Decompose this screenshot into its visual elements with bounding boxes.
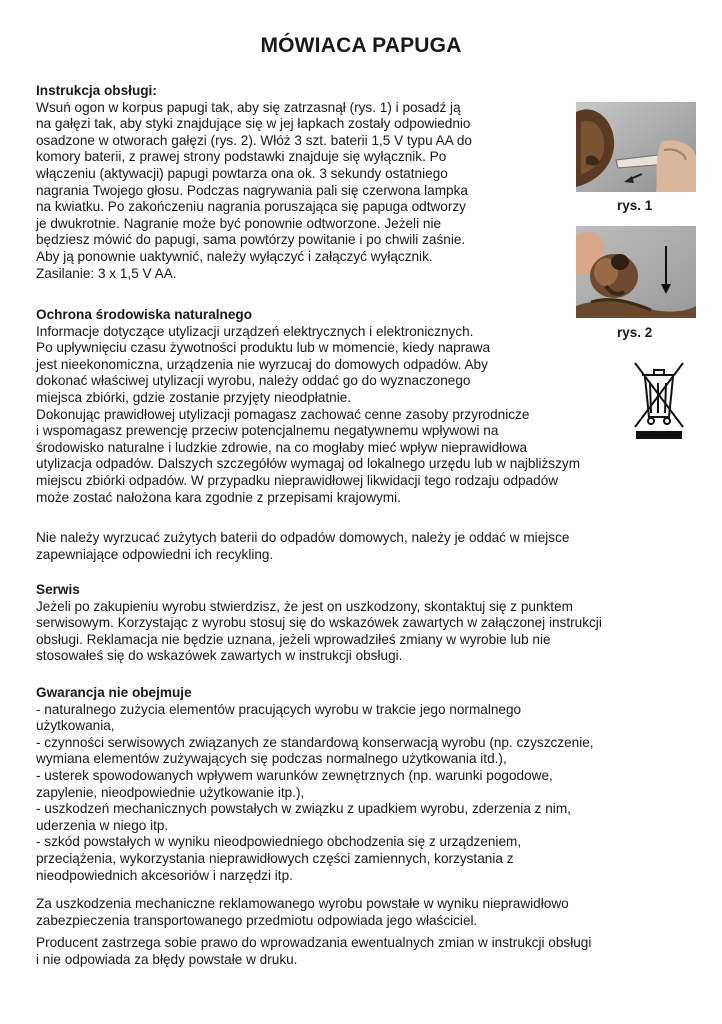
weee-symbol	[630, 355, 688, 441]
transport-body	[36, 896, 569, 929]
text-line: osadzone w otworach gałęzi (rys. 2). Włóż 3 szt. baterii 1,5 V typu AA do	[36, 132, 472, 148]
text-line: - naturalnego zużycia elementów pracujących wyrobu w trakcie jego normalnego	[36, 701, 522, 717]
batteries-body	[36, 530, 569, 563]
text-line: - usterek spowodowanych wpływem warunków zewnętrznych (np. warunki pogodowe,	[36, 767, 553, 783]
environment-section	[36, 307, 580, 506]
figure-2-photo	[576, 226, 696, 318]
text-line: zapewniające odpowiedni ich recykling.	[36, 546, 274, 562]
environment-heading: Ochrona środowiska naturalnego	[36, 307, 253, 322]
text-line: i wspomagasz prewencję przeciw potencjalnemu negatywnemu wpływowi na	[36, 423, 499, 439]
text-line: Po upływnięciu czasu żywotności produktu lub w momencie, kiedy naprawa	[36, 340, 491, 356]
text-line: Producent zastrzega sobie prawo do wprowadzania ewentualnych zmian w instrukcji obsługi	[36, 935, 592, 950]
figure-2-caption: rys. 2	[617, 325, 653, 340]
text-line: serwisowym. Korzystając z wyrobu stosuj się do wskazówek zawartych w załączonej instrukcji	[36, 615, 602, 631]
service-heading: Serwis	[36, 582, 80, 597]
warranty-heading: Gwarancja nie obejmuje	[36, 685, 192, 700]
instructions-body	[36, 100, 472, 283]
text-line: Wsuń ogon w korpus papugi tak, aby się zatrzasnął (rys. 1) i posadź ją	[36, 99, 461, 115]
text-line: może zostać nałożona kara zgodnie z przepisami krajowymi.	[36, 489, 401, 505]
text-line: nagrania Twojego głosu. Podczas nagrywania pali się czerwona lampka	[36, 182, 468, 198]
text-line: będziesz mówić do papugi, sama powtórzy powitanie i po chwili zaśnie.	[36, 232, 466, 248]
parrot-tail-photo-icon	[576, 102, 696, 192]
parrot-branch-photo-icon	[576, 226, 696, 318]
text-line: zapylenie, nieodpowiednie użytkowanie itp.),	[36, 784, 305, 800]
text-line: użytkowania,	[36, 718, 115, 734]
text-line: włączeniu (aktywacji) papugi powtarza ona ok. 3 sekundy ostatniego	[36, 165, 448, 181]
text-line: Dokonując prawidłowej utylizacji pomagasz zachować cenne zasoby przyrodnicze	[36, 406, 530, 422]
text-line: utylizacja odpadów. Dalszych szczegółów wymagaj od lokalnego urzędu lub w najbliższym	[36, 456, 581, 472]
transport-section	[36, 896, 569, 929]
service-body	[36, 599, 602, 665]
batteries-section	[36, 530, 569, 563]
disclaimer-body	[36, 935, 591, 968]
text-line: dokonać właściwej utylizacji wyrobu, należy oddać go do wyznaczonego	[36, 373, 471, 389]
figure-1-photo	[576, 102, 696, 192]
text-line: środowisko naturalne i ludzkie zdrowie, na co mogłaby mieć wpływ nieprawidłowa	[36, 439, 528, 455]
text-line: Jeżeli po zakupieniu wyrobu stwierdzisz, że jest on uszkodzony, skontaktuj się z punktem	[36, 598, 573, 614]
instructions-heading: Instrukcja obsługi:	[36, 83, 157, 98]
text-line: - czynności serwisowych związanych ze standardową konserwacją wyrobu (np. czyszczenie,	[36, 734, 594, 750]
text-line: stosowałeś się do wskazówek zawartych w instrukcji obsługi.	[36, 648, 403, 664]
page-title: MÓWIACA PAPUGA	[260, 34, 462, 57]
text-line: na gałęzi tak, aby styki znajdujące się w jej łapkach zostały odpowiednio	[36, 116, 471, 132]
text-line: Aby ją ponownie uaktywnić, należy wyłączyć i załączyć wyłącznik.	[36, 248, 433, 264]
service-section	[36, 582, 602, 665]
text-line: - szkód powstałych w wyniku nieodpowiedniego obchodzenia się z urządzeniem,	[36, 834, 522, 850]
text-line: komory baterii, z prawej strony podstawki znajduje się wyłącznik. Po	[36, 149, 447, 165]
text-line: miejscu zbiórki odpadów. W przypadku nieprawidłowej likwidacji tego rodzaju odpadów	[36, 472, 559, 488]
text-line: Informacje dotyczące utylizacji urządzeń elektrycznych i elektronicznych.	[36, 323, 474, 339]
text-line: na kwiatku. Po zakończeniu nagrania poruszająca się papuga odtworzy	[36, 199, 466, 215]
text-line: zabezpieczenia transportowanego przedmiotu odpowiada jego właściciel.	[36, 912, 478, 928]
text-line: uderzenia w niego itp.	[36, 817, 169, 833]
text-line: Nie należy wyrzucać zużytych baterii do odpadów domowych, należy je oddać w miejsce	[36, 530, 570, 545]
text-line: miejsca zbiórki, gdzie zostanie przyjęty nieodpłatnie.	[36, 389, 352, 405]
text-line: przeciążenia, wykorzystania nieprawidłowych części zamiennych, korzystania z	[36, 850, 514, 866]
environment-body	[36, 324, 580, 507]
instructions-section	[36, 83, 472, 282]
warranty-body	[36, 702, 594, 885]
text-line: jest nieekonomiczna, urządzenia nie wyrzucaj do domowych odpadów. Aby	[36, 356, 488, 372]
text-line: nieodpowiednich akcesoriów i narzędzi itp.	[36, 867, 293, 883]
crossed-out-bin-icon	[630, 355, 688, 441]
text-line: obsługi. Reklamacja nie będzie uznana, jeżeli wprowadziłeś zmiany w wyrobie lub nie	[36, 631, 551, 647]
text-line: i nie odpowiada za błędy powstałe w druku.	[36, 951, 298, 967]
disclaimer-section	[36, 935, 591, 968]
text-line: Za uszkodzenia mechaniczne reklamowanego wyrobu powstałe w wyniku nieprawidłowo	[36, 896, 569, 911]
text-line: Zasilanie: 3 x 1,5 V AA.	[36, 265, 177, 281]
text-line: je dwukrotnie. Nagranie może być ponownie odtworzone. Jeżeli nie	[36, 215, 442, 231]
text-line: - uszkodzeń mechanicznych powstałych w związku z upadkiem wyrobu, zderzenia z nim,	[36, 801, 571, 817]
text-line: wymiana elementów zużywających się podczas normalnego użytkowania itd.),	[36, 751, 507, 767]
figure-1-caption: rys. 1	[617, 198, 653, 213]
warranty-section	[36, 685, 594, 884]
